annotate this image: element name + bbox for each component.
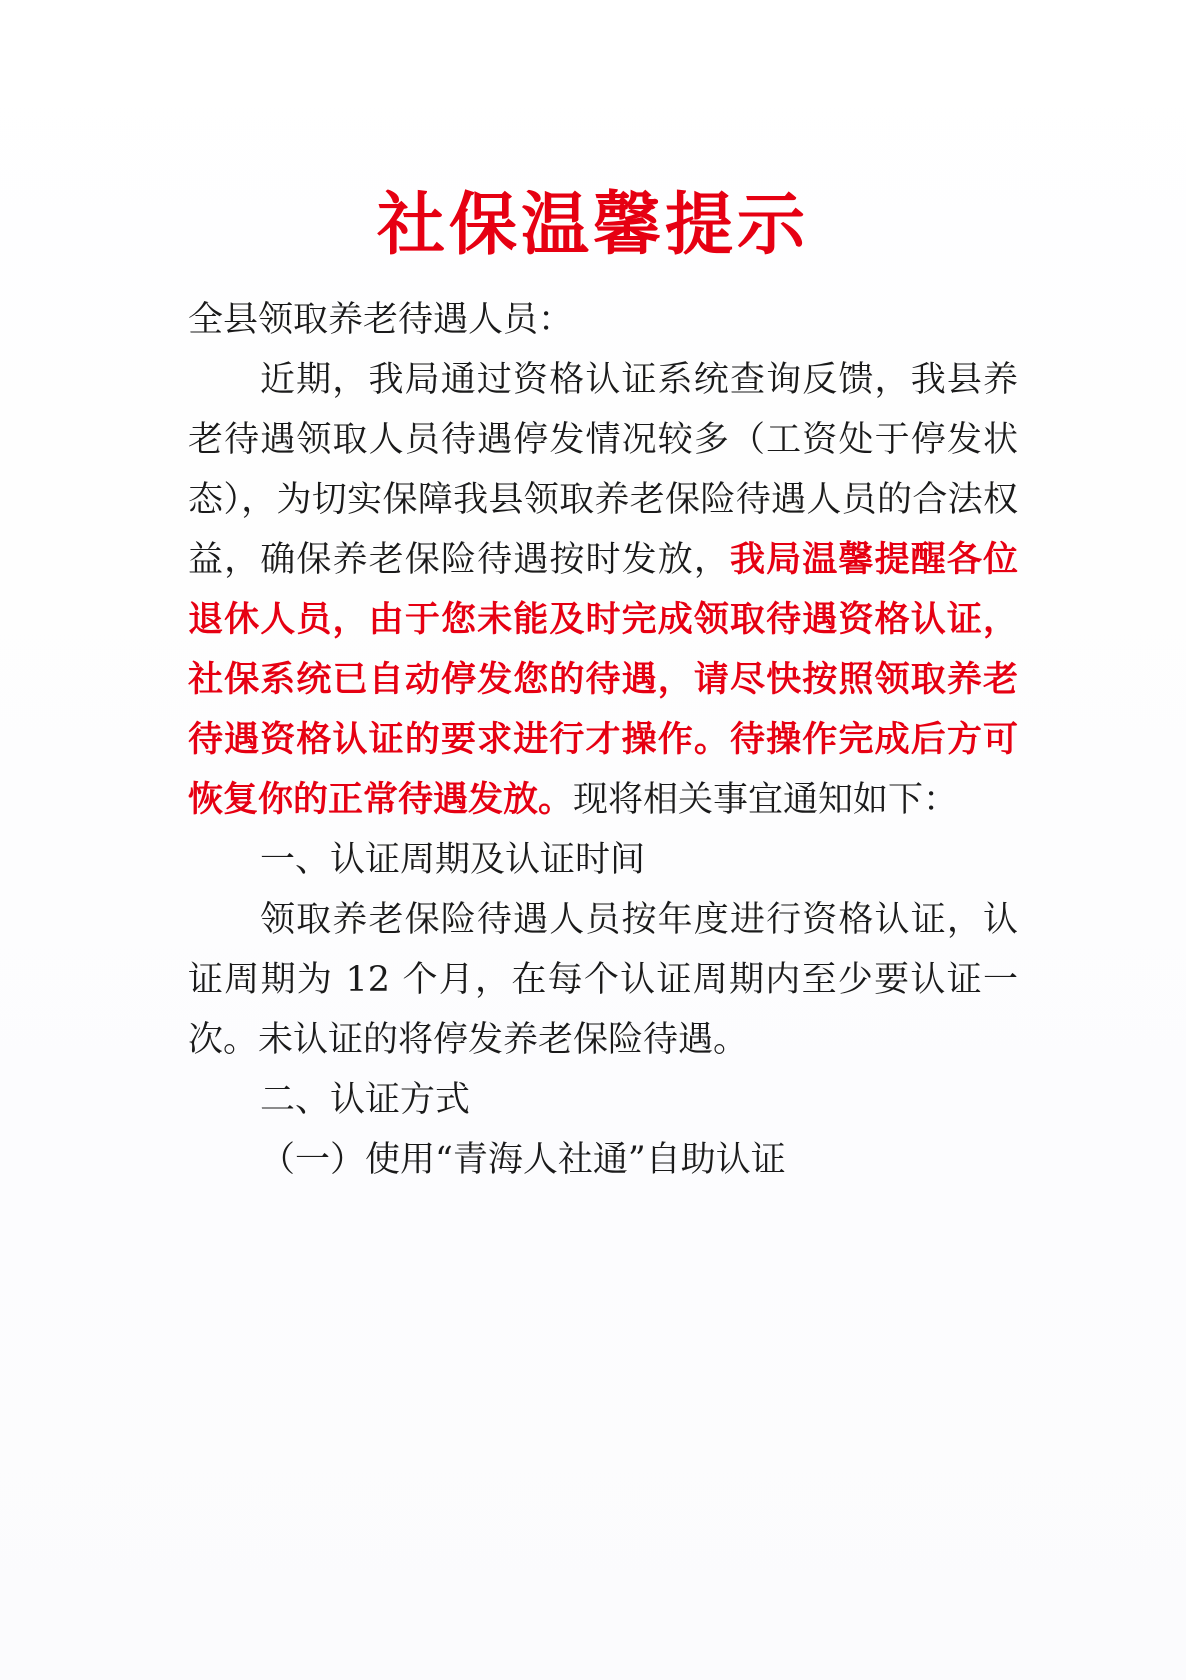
intro-paragraph: [188, 350, 1018, 830]
intro-text: 近期，我局通过资格认证系统查询反馈，我县养老待遇领取人员待遇停发情况较多（工资处于停发状态），为切实保障我县领取养老保险待遇人员的合法权益，确保养老保险待遇按时发放，: [188, 360, 1018, 580]
intro-highlight: 我局温馨提醒各位退休人员，由于您未能及时完成领取待遇资格认证，社保系统已自动停发您的待遇，请尽快按照领取养老待遇资格认证的要求进行才操作。待操作完成后方可恢复你的正常待遇发放。: [188, 539, 1018, 820]
salutation: 全县领取养老待遇人员：: [188, 300, 574, 340]
section-1-heading: 一、认证周期及认证时间: [260, 840, 646, 880]
notice-title: 社保温馨提示: [376, 185, 809, 265]
section-2-subheading: （一）使用“青海人社通”自助认证: [260, 1140, 786, 1180]
notice-body: [188, 290, 1018, 1190]
section-2-heading: 二、认证方式: [260, 1080, 471, 1120]
section-1-text: 领取养老保险待遇人员按年度进行资格认证，认证周期为 12 个月，在每个认证周期内至少要认证一次。未认证的将停发养老保险待遇。: [188, 900, 1018, 1060]
intro-closing: 现将相关事宜通知如下：: [573, 780, 959, 820]
